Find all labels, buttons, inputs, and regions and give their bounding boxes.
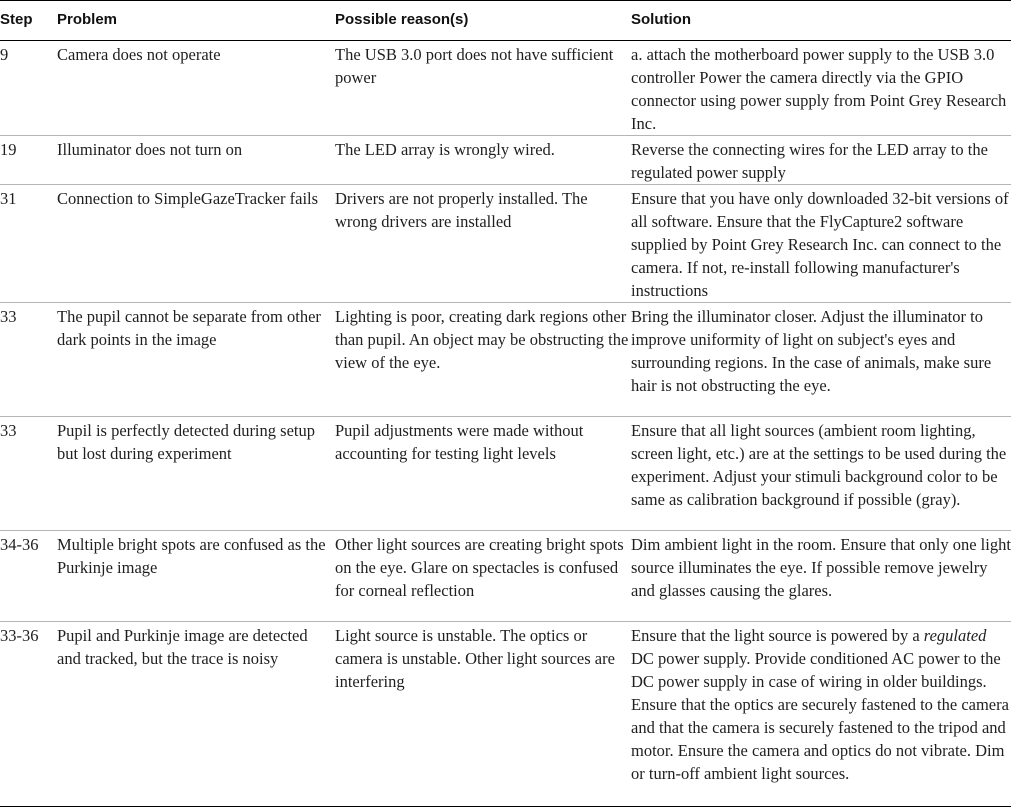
solution-text-start: Ensure that the light source is powered by a xyxy=(631,626,924,645)
cell-reason: The LED array is wrongly wired. xyxy=(335,140,555,159)
cell-step: 31 xyxy=(0,189,17,208)
header-row xyxy=(0,1,1011,41)
cell-solution xyxy=(631,622,1011,807)
cell-reason: Drivers are not properly installed. The wrong drivers are installed xyxy=(335,189,588,231)
solution-text-end: DC power supply. Provide conditioned AC power to the DC power supply in case of wiring in older buildings. Ensure that the optics are securely fastened to the camera and that the camera is securely fastened to the tripod and motor. Ensure the camera and optics do not vibrate. Dim or turn-off ambient light sources. xyxy=(631,649,1009,783)
table-header xyxy=(0,1,1011,41)
cell-solution: Ensure that all light sources (ambient room lighting, screen light, etc.) are at the settings to be used during the experiment. Adjust your stimuli background color to be same as calibration background if possible (gray). xyxy=(631,421,1007,509)
cell-problem: Connection to SimpleGazeTracker fails xyxy=(57,189,319,208)
cell-reason: Pupil adjustments were made without accounting for testing light levels xyxy=(335,421,584,463)
cell-reason: The USB 3.0 port does not have sufficient power xyxy=(335,45,614,87)
header-problem: Problem xyxy=(57,1,335,41)
cell-reason: Other light sources are creating bright spots on the eye. Glare on spectacles is confused for corneal reflection xyxy=(335,535,624,600)
table-row xyxy=(0,531,1011,622)
solution-text-emphasis: regulated xyxy=(923,626,987,645)
table-row xyxy=(0,303,1011,417)
cell-reason: Light source is unstable. The optics or camera is unstable. Other light sources are interfering xyxy=(335,626,615,691)
cell-step: 33 xyxy=(0,421,17,440)
cell-step: 19 xyxy=(0,140,17,159)
cell-solution: Dim ambient light in the room. Ensure that only one light source illuminates the eye. If possible remove jewelry and glasses causing the glares. xyxy=(631,535,1011,600)
table-row xyxy=(0,136,1011,185)
cell-step: 33-36 xyxy=(0,626,39,645)
cell-reason: Lighting is poor, creating dark regions other than pupil. An object may be obstructing the view of the eye. xyxy=(335,307,629,372)
cell-solution: a. attach the motherboard power supply to the USB 3.0 controller Power the camera directly via the GPIO connector using power supply from Point Grey Research Inc. xyxy=(631,45,1007,133)
cell-solution: Reverse the connecting wires for the LED array to the regulated power supply xyxy=(631,140,988,182)
cell-problem: Multiple bright spots are confused as the Purkinje image xyxy=(57,535,326,577)
table-row xyxy=(0,185,1011,303)
cell-solution: Ensure that you have only downloaded 32-bit versions of all software. Ensure that the FlyCapture2 software supplied by Point Grey Research Inc. can connect to the camera. If not, re-install following manufacturer's instructions xyxy=(631,189,1009,300)
cell-problem: Pupil and Purkinje image are detected and tracked, but the trace is noisy xyxy=(57,626,308,668)
cell-step: 34-36 xyxy=(0,535,39,554)
cell-problem: Camera does not operate xyxy=(57,45,221,64)
cell-problem: The pupil cannot be separate from other dark points in the image xyxy=(57,307,321,349)
header-step: Step xyxy=(0,1,57,41)
header-solution: Solution xyxy=(631,1,1011,41)
table-row xyxy=(0,622,1011,807)
cell-solution: Bring the illuminator closer. Adjust the illuminator to improve uniformity of light on subject's eyes and surrounding regions. In the case of animals, make sure hair is not obstructing the eye. xyxy=(631,307,992,395)
cell-problem: Illuminator does not turn on xyxy=(57,140,243,159)
table-body xyxy=(0,41,1011,807)
table-row xyxy=(0,41,1011,136)
table-row xyxy=(0,417,1011,531)
cell-step: 9 xyxy=(0,45,9,64)
cell-step: 33 xyxy=(0,307,17,326)
header-reason: Possible reason(s) xyxy=(335,1,631,41)
cell-problem: Pupil is perfectly detected during setup but lost during experiment xyxy=(57,421,315,463)
